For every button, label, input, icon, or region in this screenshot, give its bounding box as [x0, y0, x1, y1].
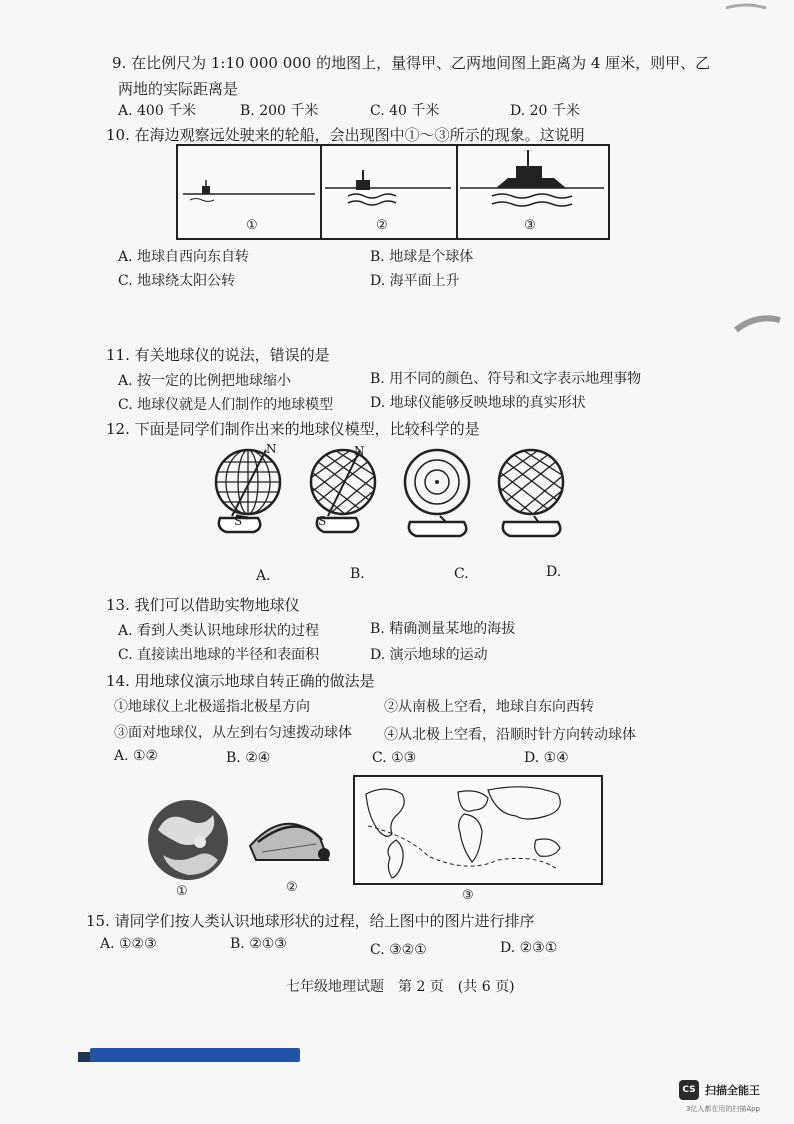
- q15-label-3: ③: [462, 888, 474, 903]
- globe-b-north-label: N: [354, 444, 365, 458]
- ship-label-2: ②: [376, 218, 388, 233]
- q14-stem: 14. 用地球仪演示地球自转正确的做法是: [106, 672, 375, 690]
- ship-figure: [176, 144, 610, 240]
- q11-stem: 11. 有关地球仪的说法，错误的是: [106, 346, 330, 364]
- q11-option-a: A. 按一定的比例把地球缩小: [118, 373, 292, 389]
- globe-b-icon: [305, 447, 385, 532]
- scanner-name: 扫描全能王: [705, 1084, 760, 1097]
- ship-panel-3: [456, 146, 608, 238]
- q15-option-a: A. ①②③: [100, 936, 157, 952]
- globe-c-icon: [405, 450, 469, 536]
- q10-stem: 10. 在海边观察远处驶来的轮船，会出现图中①～③所示的现象。这说明: [106, 126, 585, 144]
- q15-option-d: D. ②③①: [500, 940, 558, 956]
- globe-d-icon: [493, 447, 570, 536]
- q12-option-d: D.: [546, 564, 562, 580]
- q14-statement-2: ②从南极上空看，地球自东向西转: [384, 699, 594, 715]
- q13-option-a: A. 看到人类认识地球形状的过程: [118, 623, 320, 639]
- dome-sky-icon: [250, 824, 330, 860]
- q14-statement-4: ④从北极上空看，沿顺时针方向转动球体: [384, 727, 636, 743]
- scanner-watermark: [679, 1080, 760, 1100]
- q13-option-c: C. 直接读出地球的半径和表面积: [118, 647, 320, 663]
- scanner-logo-icon: CS: [679, 1080, 699, 1100]
- q12-option-b: B.: [350, 566, 365, 582]
- q11-option-c: C. 地球仪就是人们制作的地球模型: [118, 397, 334, 413]
- ship-panel-1: [178, 146, 322, 238]
- scan-smudge-top: [722, 0, 794, 20]
- q9-option-d: D. 20 千米: [510, 103, 580, 119]
- q13-option-d: D. 演示地球的运动: [370, 647, 488, 663]
- q12-option-c: C.: [454, 566, 469, 582]
- q15-option-c: C. ③②①: [370, 942, 427, 958]
- globe-a-icon: [210, 447, 290, 532]
- q14-statement-3: ③面对地球仪，从左到右匀速拨动球体: [114, 725, 352, 741]
- q15-stem: 15. 请同学们按人类认识地球形状的过程，给上图中的图片进行排序: [86, 912, 535, 930]
- q14-option-a: A. ①②: [114, 748, 159, 764]
- globe-b-south-label: S: [318, 514, 327, 528]
- world-map-icon: [354, 776, 602, 884]
- q14-option-c: C. ①③: [372, 750, 417, 766]
- earth-shape-figure: [138, 770, 608, 910]
- q14-option-d: D. ①④: [524, 750, 569, 766]
- page-footer: 七年级地理试题 第 2 页 (共 6 页): [286, 979, 515, 995]
- ship-mid-icon: [320, 146, 456, 238]
- scan-artifact-blue: [90, 1048, 300, 1062]
- q13-stem: 13. 我们可以借助实物地球仪: [106, 596, 300, 614]
- q15-option-b: B. ②①③: [230, 936, 287, 952]
- q10-option-c: C. 地球绕太阳公转: [118, 273, 236, 289]
- q14-option-b: B. ②④: [226, 750, 271, 766]
- ship-label-1: ①: [246, 218, 258, 233]
- q9-option-b: B. 200 千米: [240, 103, 319, 119]
- q10-option-d: D. 海平面上升: [370, 273, 460, 289]
- q11-option-b: B. 用不同的颜色、符号和文字表示地理事物: [370, 371, 642, 387]
- q11-option-d: D. 地球仪能够反映地球的真实形状: [370, 395, 586, 411]
- q9-option-c: C. 40 千米: [370, 103, 440, 119]
- scan-smudge-right: [730, 310, 790, 350]
- q9-stem-line1: 9. 在比例尺为 1:10 000 000 的地图上，量得甲、乙两地间图上距离为 4 厘米，则甲、乙: [112, 54, 711, 72]
- q13-option-b: B. 精确测量某地的海拔: [370, 621, 516, 637]
- ship-panel-2: [320, 146, 458, 238]
- globe-a-south-label: S: [234, 514, 243, 528]
- globe-models-figure: [210, 442, 570, 554]
- q12-option-a: A.: [256, 568, 271, 584]
- q12-stem: 12. 下面是同学们制作出来的地球仪模型，比较科学的是: [106, 420, 480, 438]
- ship-label-3: ③: [524, 218, 536, 233]
- q10-option-b: B. 地球是个球体: [370, 249, 474, 265]
- q15-label-2: ②: [286, 880, 298, 895]
- q15-label-1: ①: [176, 884, 188, 899]
- scanner-tagline: 3亿人都在用的扫描App: [685, 1105, 760, 1113]
- q9-stem-line2: 两地的实际距离是: [118, 80, 239, 98]
- earth-photo-icon: [148, 800, 228, 880]
- q9-option-a: A. 400 千米: [118, 103, 197, 119]
- q14-statement-1: ①地球仪上北极遥指北极星方向: [114, 699, 310, 715]
- globe-a-north-label: N: [266, 442, 277, 456]
- q10-option-a: A. 地球自西向东自转: [118, 249, 250, 265]
